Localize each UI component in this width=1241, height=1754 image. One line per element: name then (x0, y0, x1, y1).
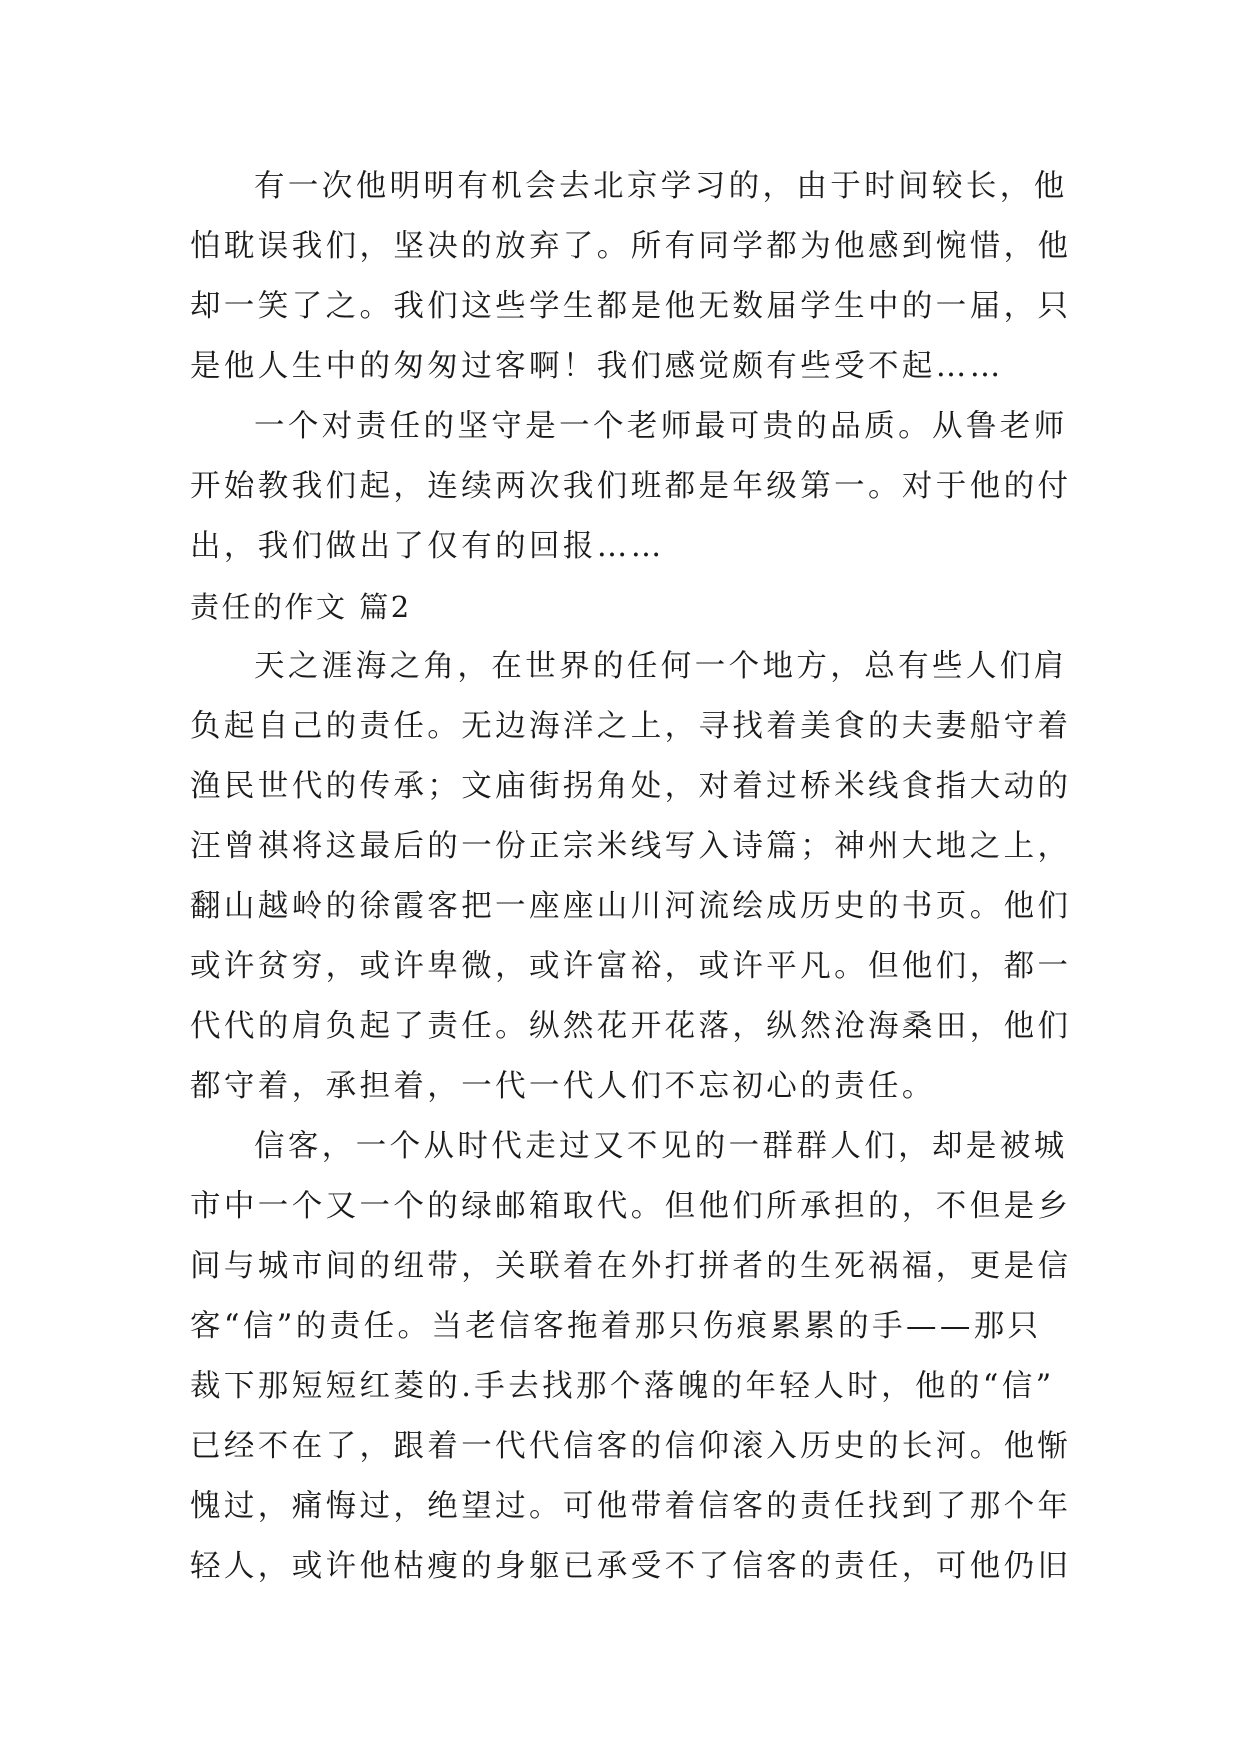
text-line: 怕耽误我们，坚决的放弃了。所有同学都为他感到惋惜，他 (190, 229, 1072, 264)
text-line: 愧过，痛悔过，绝望过。可他带着信客的责任找到了那个年 (190, 1489, 1072, 1524)
text-line: 都守着，承担着，一代一代人们不忘初心的责任。 (190, 1069, 936, 1104)
text-line: 有一次他明明有机会去北京学习的，由于时间较长，他 (254, 169, 1068, 204)
text-line: 却一笑了之。我们这些学生都是他无数届学生中的一届，只 (190, 289, 1072, 324)
text-line: 出，我们做出了仅有的回报…… (190, 529, 665, 564)
text-line: 汪曾祺将这最后的一份正宗米线写入诗篇；神州大地之上， (190, 829, 1072, 864)
text-line: 天之涯海之角，在世界的任何一个地方，总有些人们肩 (254, 649, 1068, 684)
paragraph-4 (190, 1117, 1072, 1597)
text-line: 已经不在了，跟着一代代信客的信仰滚入历史的长河。他惭 (190, 1429, 1072, 1464)
heading-text: 责任的作文 篇2 (190, 590, 412, 624)
text-line: 代代的肩负起了责任。纵然花开花落，纵然沧海桑田，他们 (190, 1009, 1072, 1044)
text-line: 渔民世代的传承；文庙街拐角处，对着过桥米线食指大动的 (190, 769, 1072, 804)
text-line: 负起自己的责任。无边海洋之上，寻找着美食的夫妻船守着 (190, 709, 1072, 744)
text-line: 一个对责任的坚守是一个老师最可贵的品质。从鲁老师 (254, 409, 1068, 444)
text-line: 翻山越岭的徐霞客把一座座山川河流绘成历史的书页。他们 (190, 889, 1072, 924)
text-line: 信客，一个从时代走过又不见的一群群人们，却是被城 (254, 1129, 1068, 1164)
text-line: 客“信”的责任。当老信客拖着那只伤痕累累的手——那只 (190, 1309, 1042, 1344)
text-line: 裁下那短短红菱的.手去找那个落魄的年轻人时，他的“信” (190, 1369, 1055, 1404)
text-line: 轻人，或许他枯瘦的身躯已承受不了信客的责任，可他仍旧 (190, 1549, 1072, 1584)
text-line: 间与城市间的纽带，关联着在外打拼者的生死祸福，更是信 (190, 1249, 1072, 1284)
paragraph-3 (190, 637, 1072, 1117)
text-line: 是他人生中的匆匆过客啊！我们感觉颇有些受不起…… (190, 349, 1004, 384)
section-heading (190, 577, 1050, 637)
paragraph-1 (190, 157, 1072, 397)
text-line: 或许贫穷，或许卑微，或许富裕，或许平凡。但他们，都一 (190, 949, 1072, 984)
text-line: 开始教我们起，连续两次我们班都是年级第一。对于他的付 (190, 469, 1072, 504)
paragraph-2 (190, 397, 1072, 577)
document-page (190, 157, 1072, 1597)
text-line: 市中一个又一个的绿邮箱取代。但他们所承担的，不但是乡 (190, 1189, 1072, 1224)
